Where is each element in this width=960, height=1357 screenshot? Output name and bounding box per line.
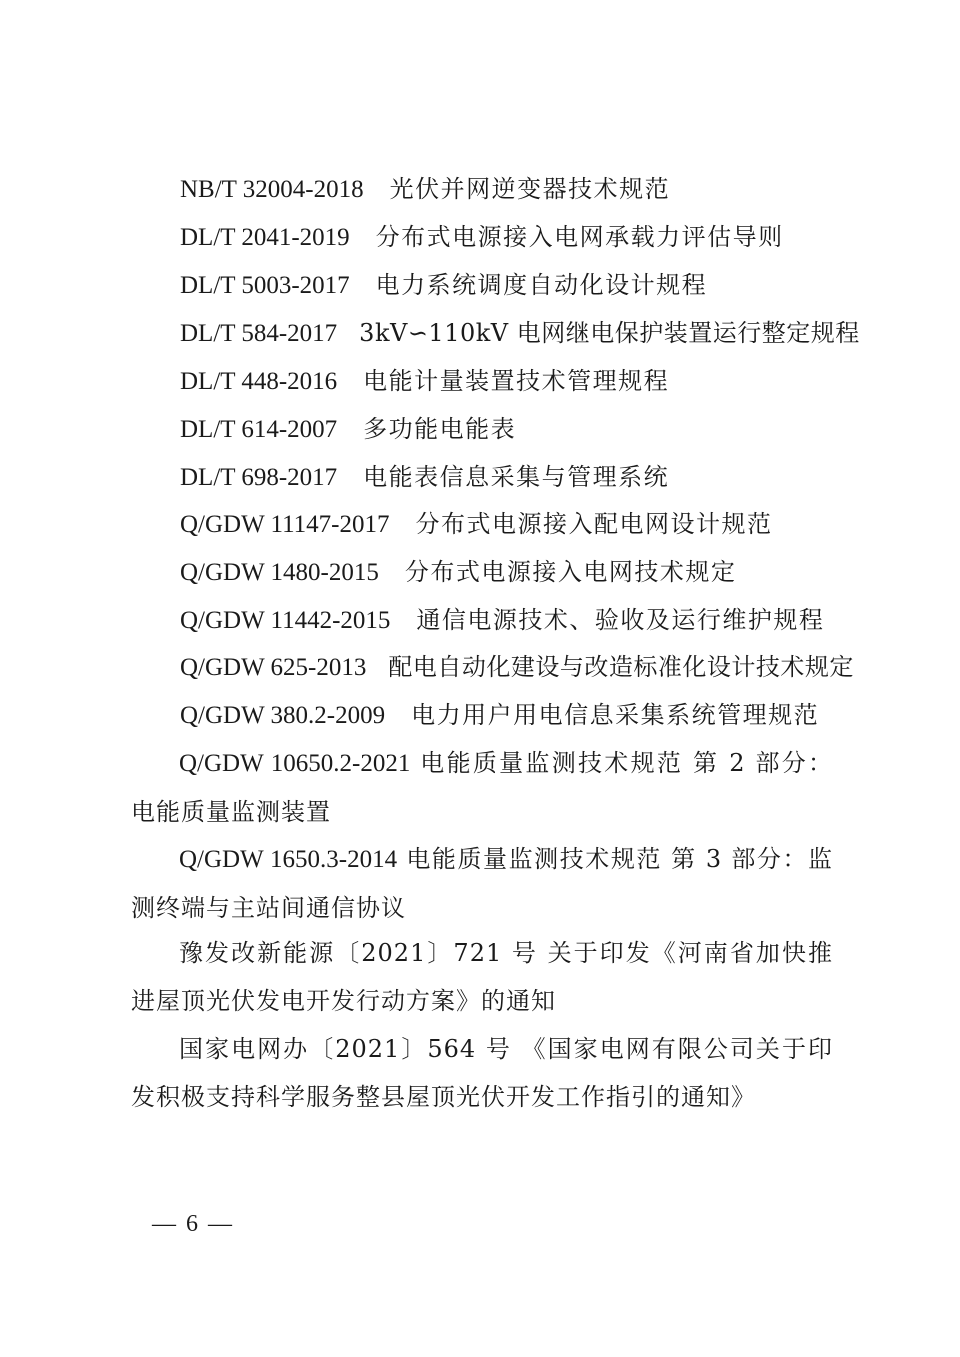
standard-title: 分布式电源接入电网承载力评估导则 [375, 223, 784, 251]
standard-code: Q/GDW 1480-2015 [180, 559, 379, 586]
standard-item-wrapped [131, 739, 833, 836]
standard-title: 通信电源技术、验收及运行维护规程 [416, 606, 825, 634]
standard-code: DL/T 584-2017 [180, 320, 338, 347]
reference-code: 豫发改新能源〔2021〕721 号 [179, 939, 538, 967]
standard-title: 电力用户用电信息采集系统管理规范 [411, 701, 820, 729]
standard-item [180, 366, 669, 397]
standard-item [180, 318, 860, 349]
standard-code: Q/GDW 11147-2017 [180, 511, 390, 538]
standard-code: DL/T 2041-2019 [180, 224, 350, 251]
standard-code: NB/T 32004-2018 [180, 176, 364, 203]
standard-code: DL/T 698-2017 [180, 464, 338, 491]
standard-title: 电能表信息采集与管理系统 [363, 463, 670, 491]
document-reference [131, 1025, 833, 1121]
standard-title: 3kV∽110kV 电网继电保护装置运行整定规程 [359, 319, 860, 347]
document-reference [131, 929, 833, 1025]
standard-title: 多功能电能表 [363, 415, 517, 443]
reference-title: 关于印发《河南省加快推进屋顶光伏发电开发行动方案》的通知 [131, 939, 833, 1015]
standard-code: Q/GDW 625-2013 [180, 654, 367, 681]
standard-item [180, 414, 516, 445]
standard-code: Q/GDW 11442-2015 [180, 607, 391, 634]
standard-item [180, 174, 670, 205]
standard-code: Q/GDW 380.2-2009 [180, 702, 386, 729]
standard-title: 分布式电源接入配电网设计规范 [415, 510, 773, 538]
standard-title: 电能质量监测技术规范 第 2 部分：电能质量监测装置 [131, 749, 834, 826]
standard-title: 分布式电源接入电网技术规定 [404, 558, 737, 586]
standard-title: 电能计量装置技术管理规程 [363, 367, 670, 395]
standard-code: DL/T 448-2016 [180, 368, 338, 395]
standard-title: 电力系统调度自动化设计规程 [375, 271, 708, 299]
standard-item [180, 509, 772, 540]
standard-item [180, 700, 819, 731]
standard-code: Q/GDW 1650.3-2014 [179, 846, 398, 873]
standard-item [180, 222, 784, 253]
standard-code: Q/GDW 10650.2-2021 [179, 750, 411, 777]
page-number: — 6 — [152, 1211, 234, 1237]
reference-title: 《国家电网有限公司关于印发积极支持科学服务整县屋顶光伏开发工作指引的通知》 [131, 1035, 833, 1111]
reference-code: 国家电网办〔2021〕564 号 [179, 1035, 512, 1063]
standard-code: DL/T 614-2007 [180, 416, 338, 443]
standard-title: 电能质量监测技术规范 第 3 部分：监测终端与主站间通信协议 [131, 845, 834, 922]
standard-item [180, 557, 736, 588]
standard-item [180, 270, 707, 301]
standard-item [180, 605, 824, 636]
standard-title: 光伏并网逆变器技术规范 [389, 175, 671, 203]
standard-item [180, 652, 854, 683]
standard-item [180, 462, 669, 493]
standard-title: 配电自动化建设与改造标准化设计技术规定 [388, 653, 854, 681]
standard-item-wrapped [131, 835, 833, 932]
standard-code: DL/T 5003-2017 [180, 272, 350, 299]
